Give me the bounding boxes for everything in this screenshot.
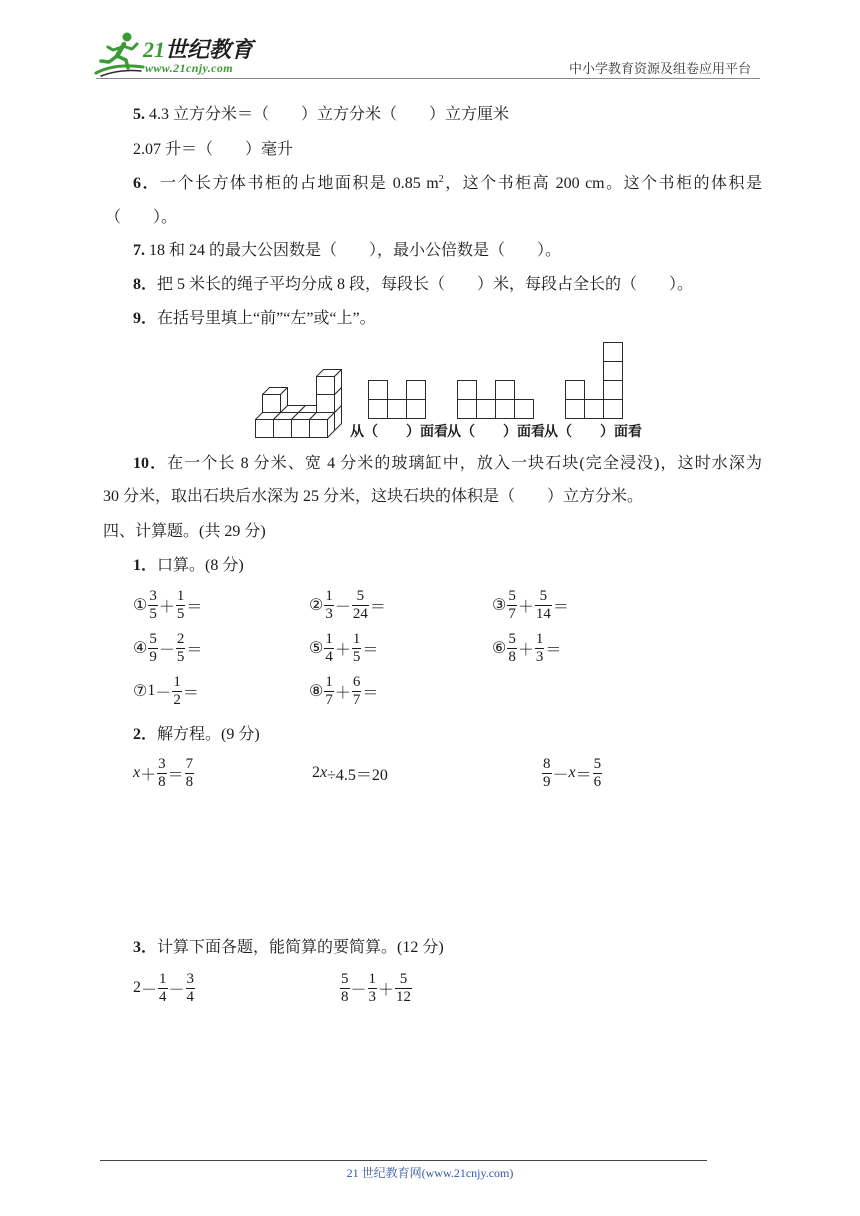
fraction [158,971,168,1006]
superscript: 2 [438,174,444,185]
fraction-denominator: 3 [325,605,333,622]
fraction-denominator: 4 [325,648,333,665]
expression-text: ② [309,597,324,614]
fraction [395,971,412,1006]
view-drawing-1 [369,381,426,419]
fraction [340,971,350,1006]
fraction-numerator: 7 [185,755,194,772]
fraction-denominator: 14 [535,605,551,622]
fraction-numerator: 5 [341,970,349,987]
view-square [458,381,477,400]
subquestion-title: 口算。(8 分) [157,557,244,574]
fraction-denominator: 4 [159,988,167,1005]
expression-text: － [552,766,569,784]
expression-text: 2 [312,764,320,781]
oral-item-3 [492,585,569,625]
fraction [185,756,195,791]
expression-text: ＝ [186,641,203,659]
expression-text: － [158,641,175,659]
expression-text: ＝ [362,641,379,659]
question-number: 5. [133,106,145,123]
cube-front-face [292,420,310,438]
view-square [604,400,623,419]
question-7 [133,241,561,261]
question-text: 18 和 24 的最大公因数是（ ），最小公倍数是（ ）。 [145,242,562,259]
fraction [507,631,517,666]
header-divider [96,78,760,79]
fraction-numerator: 3 [149,587,157,604]
fraction-numerator: 1 [173,673,181,690]
fraction-denominator: 7 [352,691,361,708]
expression-text: ＋ [334,641,351,659]
expression-text: － [334,598,351,616]
variable: x [320,764,328,781]
view-square [515,400,534,419]
question-text: ，这个书柜高 200 cm。这个书柜的体积是 [443,175,762,192]
fraction [148,588,158,623]
fraction-denominator: 8 [158,773,166,790]
fraction-numerator: 1 [159,970,167,987]
fraction [542,756,552,791]
expression-text: 1 [147,682,156,699]
view-square [477,400,496,419]
fraction-denominator: 12 [396,988,412,1005]
question-number: 8． [133,276,158,293]
question-text: 一个长方体书柜的占地面积是 0.85 m [159,175,439,192]
section-heading: 四、计算题。(共 29 分) [103,523,266,540]
question-10-line-1 [133,454,762,474]
logo-title [143,37,253,63]
fraction-numerator: 6 [352,673,361,690]
expression-text: ＋ [517,641,534,659]
fraction-numerator: 1 [325,673,333,690]
fraction-numerator: 3 [158,755,166,772]
question-10-line-2: 30 分米，取出石块后水深为 25 分米，这块石块的体积是（ ）立方分米。 [103,488,644,505]
question-8 [133,275,693,295]
fraction-numerator: 2 [176,630,185,647]
fraction-denominator: 8 [508,648,516,665]
fraction [352,588,369,623]
cube [317,370,342,395]
fraction-numerator: 5 [395,971,412,989]
fraction-denominator: 5 [176,605,185,622]
fraction-numerator: 5 [508,630,516,647]
fraction-denominator: 5 [176,648,185,665]
expression-text: ⑧ [309,683,324,700]
cube-front-face [317,377,335,395]
expression-text: － [168,981,185,999]
fraction-denominator: 8 [341,988,349,1005]
equation-3 [541,753,603,793]
subquestion-number: 2． [133,726,158,743]
cube-front-face [310,420,328,438]
view-square [369,400,388,419]
question-9 [133,309,376,329]
expression-text: ＝ [369,598,386,616]
expression-text: 2 [133,979,141,996]
logo-number: 21 [143,37,165,62]
footer-text: 21 世纪教育网(www.21cnjy.com) [346,1166,514,1180]
fraction-denominator: 3 [368,988,377,1005]
expression-text: ＋ [378,981,395,999]
fraction [535,588,552,623]
view-square [496,381,515,400]
fraction [172,674,182,709]
fraction-numerator: 8 [543,755,551,772]
fraction-numerator: 3 [186,970,195,987]
subquestion-title: 计算下面各题，能简算的要简算。(12 分) [157,939,444,956]
fraction [352,631,362,666]
expression-text: ④ [133,640,148,657]
subquestion-number: 3． [133,939,158,956]
fraction [186,971,196,1006]
expression-text: ① [133,597,148,614]
compute-item-1 [133,968,196,1008]
equations-title [133,725,260,745]
question-number: 6． [133,175,160,192]
oral-item-7 [133,671,199,711]
view-square [585,400,604,419]
question-number: 10． [133,455,168,472]
cube [310,413,335,438]
expression-text: ＋ [140,766,157,784]
fraction [535,631,545,666]
fraction-denominator: 6 [593,773,602,790]
fraction [157,756,167,791]
question-6-line-2: （ ）。 [105,209,178,226]
expression-text: ＝ [545,641,562,659]
question-6-line-1 [133,174,762,194]
fraction-denominator: 24 [352,605,368,622]
question-5-line-2: 2.07 升＝（ ）毫升 [133,141,294,158]
oral-item-2 [309,585,386,625]
question-text: 把 5 米长的绳子平均分成 8 段，每段长（ ）米，每段占全长的（ ）。 [157,276,694,293]
fraction [507,588,517,623]
logo-name: 世纪教育 [165,37,254,62]
fraction [352,674,362,709]
fraction-numerator: 5 [352,588,369,606]
view-label-2: 从（ ）面看 [447,425,545,440]
fraction-numerator: 1 [176,587,185,604]
view-square [496,400,515,419]
fraction-denominator: 7 [325,691,333,708]
expression-text: ＝ [167,766,184,784]
expression-text: － [141,981,158,999]
fraction-numerator: 1 [325,587,333,604]
fraction-denominator: 8 [185,773,194,790]
expression-text: ＝ [552,598,569,616]
fraction-numerator: 5 [593,755,602,772]
fraction-numerator: 5 [149,630,157,647]
equation-1 [133,753,195,793]
cube-front-face [256,420,274,438]
expression-text: ⑦ [133,683,148,700]
fraction [148,631,158,666]
view-square [566,400,585,419]
question-number: 9． [133,310,158,327]
fraction [176,631,186,666]
expression-text: ③ [492,597,507,614]
variable: x [568,764,576,781]
expression-text: ＝ [575,766,592,784]
oral-title [133,556,244,576]
question-text: 在一个长 8 分米、宽 4 分米的玻璃缸中，放入一块石块(完全浸没)，这时水深为 [167,455,762,472]
subquestion-number: 1． [133,557,158,574]
cube-front-face [274,420,292,438]
fraction-numerator: 1 [368,970,377,987]
fraction [593,756,603,791]
view-square [388,400,407,419]
runner-logo-icon [93,30,145,78]
question-text: 4.3 立方分米＝（ ）立方分米（ ）立方厘米 [145,106,510,123]
expression-text: ＝ [182,684,199,702]
platform-name: 中小学教育资源及组卷应用平台 [569,61,752,76]
view-label-1: 从（ ）面看 [350,425,448,440]
expression-text: ⑤ [309,640,324,657]
fraction-numerator: 5 [508,587,516,604]
logo-url: www.21cnjy.com [145,61,234,75]
view-drawing-2 [458,381,534,419]
fraction-denominator: 7 [508,605,516,622]
fraction-denominator: 2 [173,691,181,708]
view-label-3: 从（ ）面看 [544,425,642,440]
question-number: 7. [133,242,145,259]
fraction-numerator: 5 [535,588,552,606]
fraction-denominator: 4 [186,988,195,1005]
cube [263,388,288,413]
expression-text: ⑥ [492,640,507,657]
fraction-numerator: 1 [535,630,544,647]
oral-item-6 [492,628,561,668]
view-square [566,381,585,400]
fraction-numerator: 1 [352,630,361,647]
fraction-denominator: 9 [149,648,157,665]
question-5-line-1 [133,105,509,125]
expression-text: ＝ [362,684,379,702]
question-text: 在括号里填上“前”“左”或“上”。 [157,310,376,327]
view-square [407,400,426,419]
oral-item-5 [309,628,378,668]
variable: x [133,764,141,781]
expression-text: ＋ [334,684,351,702]
cube-front-face [263,395,281,413]
view-square [604,381,623,400]
view-square [604,362,623,381]
fraction [368,971,378,1006]
compute-title [133,938,444,958]
view-square [458,400,477,419]
compute-item-2 [339,968,413,1008]
fraction-denominator: 3 [535,648,544,665]
fraction-denominator: 9 [543,773,551,790]
fraction [324,588,334,623]
equation-2 [312,753,388,793]
view-square [407,381,426,400]
expression-text: ÷4.5＝20 [327,766,388,784]
fraction [176,588,186,623]
subquestion-title: 解方程。(9 分) [157,726,260,743]
fraction [324,631,334,666]
view-drawing-3 [566,343,623,419]
expression-text: ＋ [517,598,534,616]
expression-text: － [350,981,367,999]
oral-item-8 [309,671,378,711]
expression-text: ＝ [186,598,203,616]
footer-divider [100,1160,707,1161]
expression-text: ＋ [158,598,175,616]
fraction-denominator: 5 [149,605,157,622]
cube-front-face [317,395,335,413]
fraction [324,674,334,709]
view-square [369,381,388,400]
fraction-numerator: 1 [325,630,333,647]
oral-item-1 [133,585,202,625]
fraction-denominator: 5 [352,648,361,665]
expression-text: － [155,684,172,702]
view-square [604,343,623,362]
oral-item-4 [133,628,202,668]
